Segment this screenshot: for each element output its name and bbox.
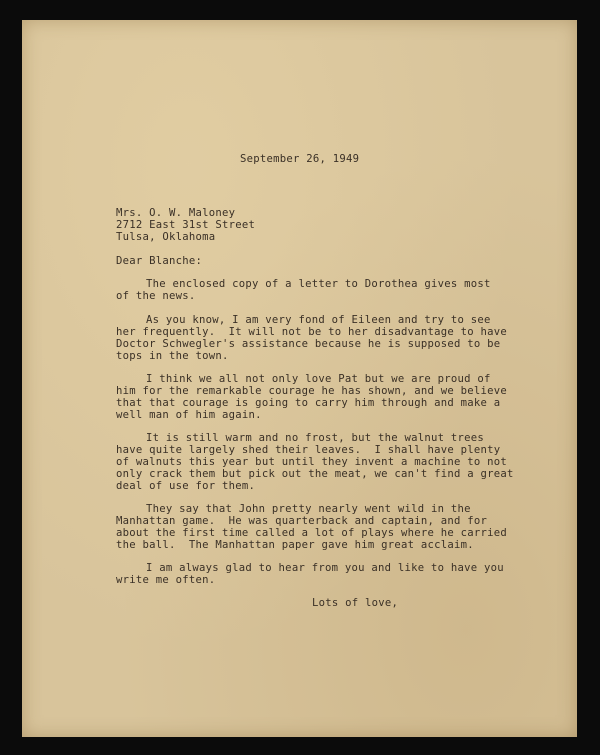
paragraph-1-line-1: The enclosed copy of a letter to Dorothea gives most bbox=[146, 278, 491, 290]
paragraph-2-line-1: As you know, I am very fond of Eileen and try to see bbox=[146, 314, 491, 326]
letter-text bbox=[22, 20, 577, 737]
paragraph-4-line-3: of walnuts this year but until they invent a machine to not bbox=[116, 456, 508, 468]
paragraph-3-line-3: that that courage is going to carry him through and make a bbox=[116, 397, 501, 409]
recipient-street: 2712 East 31st Street bbox=[116, 219, 256, 231]
paragraph-1-line-2: of the news. bbox=[116, 290, 196, 302]
paragraph-3-line-1: I think we all not only love Pat but we are proud of bbox=[146, 373, 491, 385]
paragraph-3-line-4: well man of him again. bbox=[116, 409, 262, 421]
paragraph-4-line-1: It is still warm and no frost, but the walnut trees bbox=[146, 432, 485, 444]
paragraph-3-line-2: him for the remarkable courage he has shown, and we believe bbox=[116, 385, 508, 397]
paragraph-6-line-2: write me often. bbox=[116, 574, 216, 586]
recipient-name: Mrs. O. W. Maloney bbox=[116, 207, 236, 219]
paragraph-2-line-2: her frequently. It will not be to her disadvantage to have bbox=[116, 326, 508, 338]
letter-date: September 26, 1949 bbox=[240, 153, 360, 165]
recipient-city: Tulsa, Oklahoma bbox=[116, 231, 216, 243]
paragraph-2-line-4: tops in the town. bbox=[116, 350, 229, 362]
paragraph-5-line-3: about the first time called a lot of plays where he carried bbox=[116, 527, 508, 539]
closing: Lots of love, bbox=[312, 597, 399, 609]
paragraph-2-line-3: Doctor Schwegler's assistance because he is supposed to be bbox=[116, 338, 501, 350]
paragraph-5-line-2: Manhattan game. He was quarterback and captain, and for bbox=[116, 515, 488, 527]
salutation: Dear Blanche: bbox=[116, 255, 203, 267]
letter-page bbox=[22, 20, 577, 737]
paragraph-4-line-2: have quite largely shed their leaves. I shall have plenty bbox=[116, 444, 501, 456]
paragraph-6-line-1: I am always glad to hear from you and like to have you bbox=[146, 562, 504, 574]
paragraph-4-line-4: only crack them but pick out the meat, we can't find a great bbox=[116, 468, 514, 480]
paragraph-5-line-4: the ball. The Manhattan paper gave him great acclaim. bbox=[116, 539, 474, 551]
paragraph-4-line-5: deal of use for them. bbox=[116, 480, 256, 492]
paragraph-5-line-1: They say that John pretty nearly went wild in the bbox=[146, 503, 471, 515]
